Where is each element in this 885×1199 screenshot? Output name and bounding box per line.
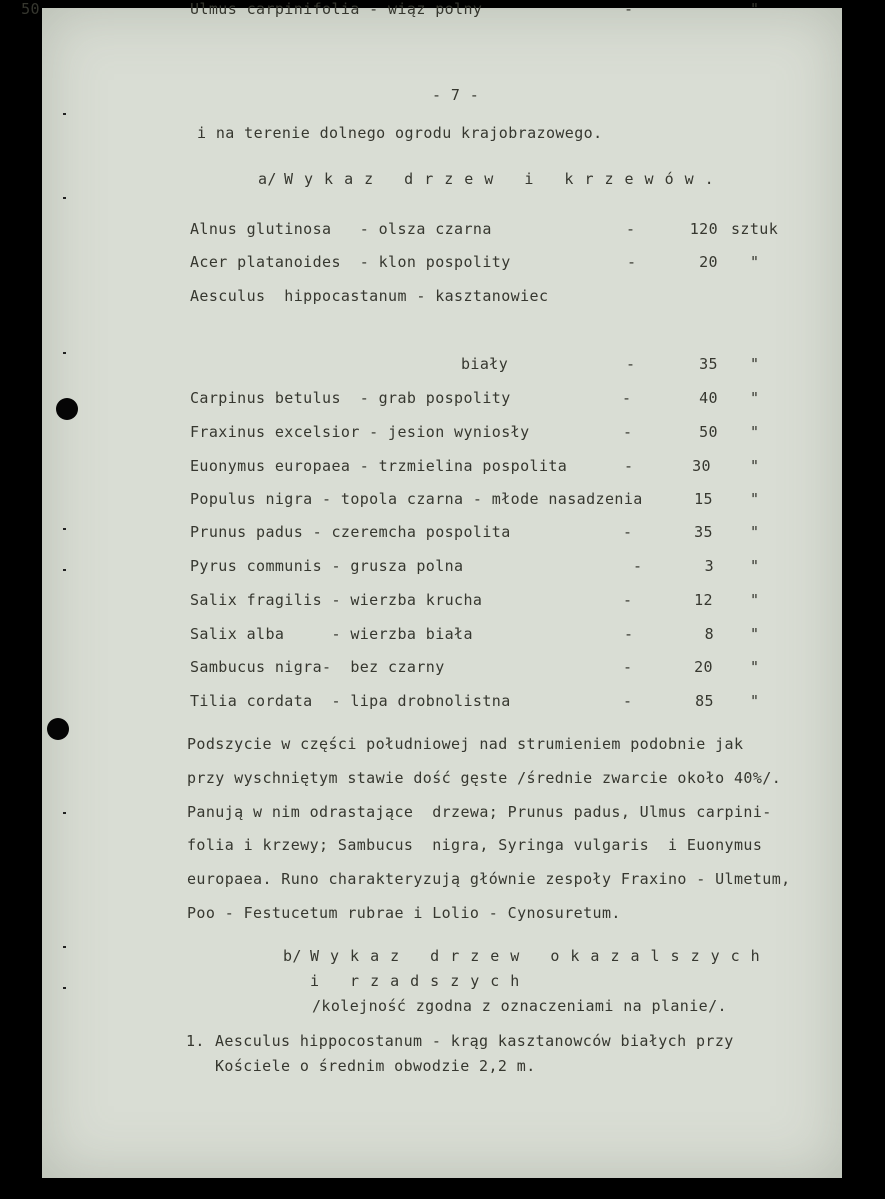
tree-species: Carpinus betulus - grab pospolity (190, 389, 511, 407)
leader-dash: - (623, 523, 633, 541)
tree-count: 8 (704, 625, 714, 643)
tree-unit: " (750, 389, 760, 407)
tree-species: Alnus glutinosa - olsza czarna (190, 220, 492, 238)
tree-unit: " (750, 490, 760, 508)
tree-species: Fraxinus excelsior - jesion wyniosły (190, 423, 530, 441)
leader-dash: - (623, 591, 633, 609)
tree-species: Pyrus communis - grusza polna (190, 557, 464, 575)
paragraph-line: Podszycie w części południowej nad strumieniem podobnie jak (187, 735, 744, 753)
leader-dash: - (626, 220, 636, 238)
binder-hole-lower (47, 718, 69, 740)
tree-count: 20 (694, 658, 713, 676)
tree-count: 40 (699, 389, 718, 407)
leader-dash: - (627, 253, 637, 271)
page-number: - 7 - (432, 86, 480, 104)
tree-count: 50 (699, 423, 718, 441)
tree-count: 35 (699, 355, 718, 373)
tree-species: Euonymus europaea - trzmielina pospolita (190, 457, 568, 475)
tree-species: Salix alba - wierzba biała (190, 625, 473, 643)
tree-unit: " (750, 557, 760, 575)
paragraph-line: europaea. Runo charakteryzują głównie zespoły Fraxino - Ulmetum, (187, 870, 791, 888)
tree-unit: " (750, 0, 760, 18)
intro-line: i na terenie dolnego ogrodu krajobrazowego. (197, 124, 603, 142)
section-b-title-line2: i rzadszych (310, 972, 531, 990)
leader-dash: - (624, 625, 634, 643)
leader-dash: - (623, 658, 633, 676)
tree-count: 30 (692, 457, 711, 475)
tree-unit: sztuk (731, 220, 779, 238)
tree-unit: " (750, 423, 760, 441)
item-1-line1: Aesculus hippocostanum - krąg kasztanowców białych przy (215, 1032, 734, 1050)
tree-unit: " (750, 523, 760, 541)
item-1-number: 1. (186, 1032, 205, 1050)
leader-dash: - (624, 0, 634, 18)
tree-unit: " (750, 253, 760, 271)
leader-dash: - (623, 692, 633, 710)
tree-species: Acer platanoides - klon pospolity (190, 253, 511, 271)
section-a-title: Wykaz drzew i krzewów. (284, 170, 725, 188)
tree-count: 120 (689, 220, 718, 238)
paragraph-line: Panują w nim odrastające drzewa; Prunus padus, Ulmus carpini- (187, 803, 772, 821)
leader-dash: - (626, 355, 636, 373)
tree-species: Sambucus nigra- bez czarny (190, 658, 445, 676)
tree-count: 35 (694, 523, 713, 541)
section-b-title-line1: Wykaz drzew okazalszych (310, 947, 771, 965)
leader-dash: - (633, 557, 643, 575)
leader-dash: - (623, 423, 633, 441)
binder-hole-upper (56, 398, 78, 420)
paragraph-line: folia i krzewy; Sambucus nigra, Syringa vulgaris i Euonymus (187, 836, 763, 854)
item-1-line2: Kościele o średnim obwodzie 2,2 m. (215, 1057, 536, 1075)
tree-species: Salix fragilis - wierzba krucha (190, 591, 483, 609)
tree-species: Tilia cordata - lipa drobnolistna (190, 692, 511, 710)
tree-unit: " (750, 625, 760, 643)
tree-species: Prunus padus - czeremcha pospolita (190, 523, 511, 541)
tree-count: 12 (694, 591, 713, 609)
tree-unit: " (750, 591, 760, 609)
tree-unit: " (750, 658, 760, 676)
section-a-label: a/ (258, 170, 277, 188)
tree-count: 15 (694, 490, 713, 508)
leader-dash: - (622, 389, 632, 407)
section-b-note: /kolejność zgodna z oznaczeniami na planie/. (312, 997, 727, 1015)
tree-count: 50 (21, 0, 40, 18)
tree-species: Aesculus hippocastanum - kasztanowiec (190, 287, 549, 305)
paragraph-line: przy wyschniętym stawie dość gęste /średnie zwarcie około 40%/. (187, 769, 782, 787)
tree-unit: " (750, 355, 760, 373)
tree-species: Ulmus carpinifolia - wiąz polny (190, 0, 483, 18)
tree-count: 3 (704, 557, 714, 575)
leader-dash: - (624, 457, 634, 475)
section-b-label: b/ (283, 947, 302, 965)
tree-unit: " (750, 692, 760, 710)
tree-count: 85 (695, 692, 714, 710)
tree-species-continuation: biały (461, 355, 509, 373)
tree-count: 20 (699, 253, 718, 271)
tree-species: Populus nigra - topola czarna - młode nasadzenia (190, 490, 643, 508)
paragraph-line: Poo - Festucetum rubrae i Lolio - Cynosuretum. (187, 904, 621, 922)
tree-unit: " (750, 457, 760, 475)
